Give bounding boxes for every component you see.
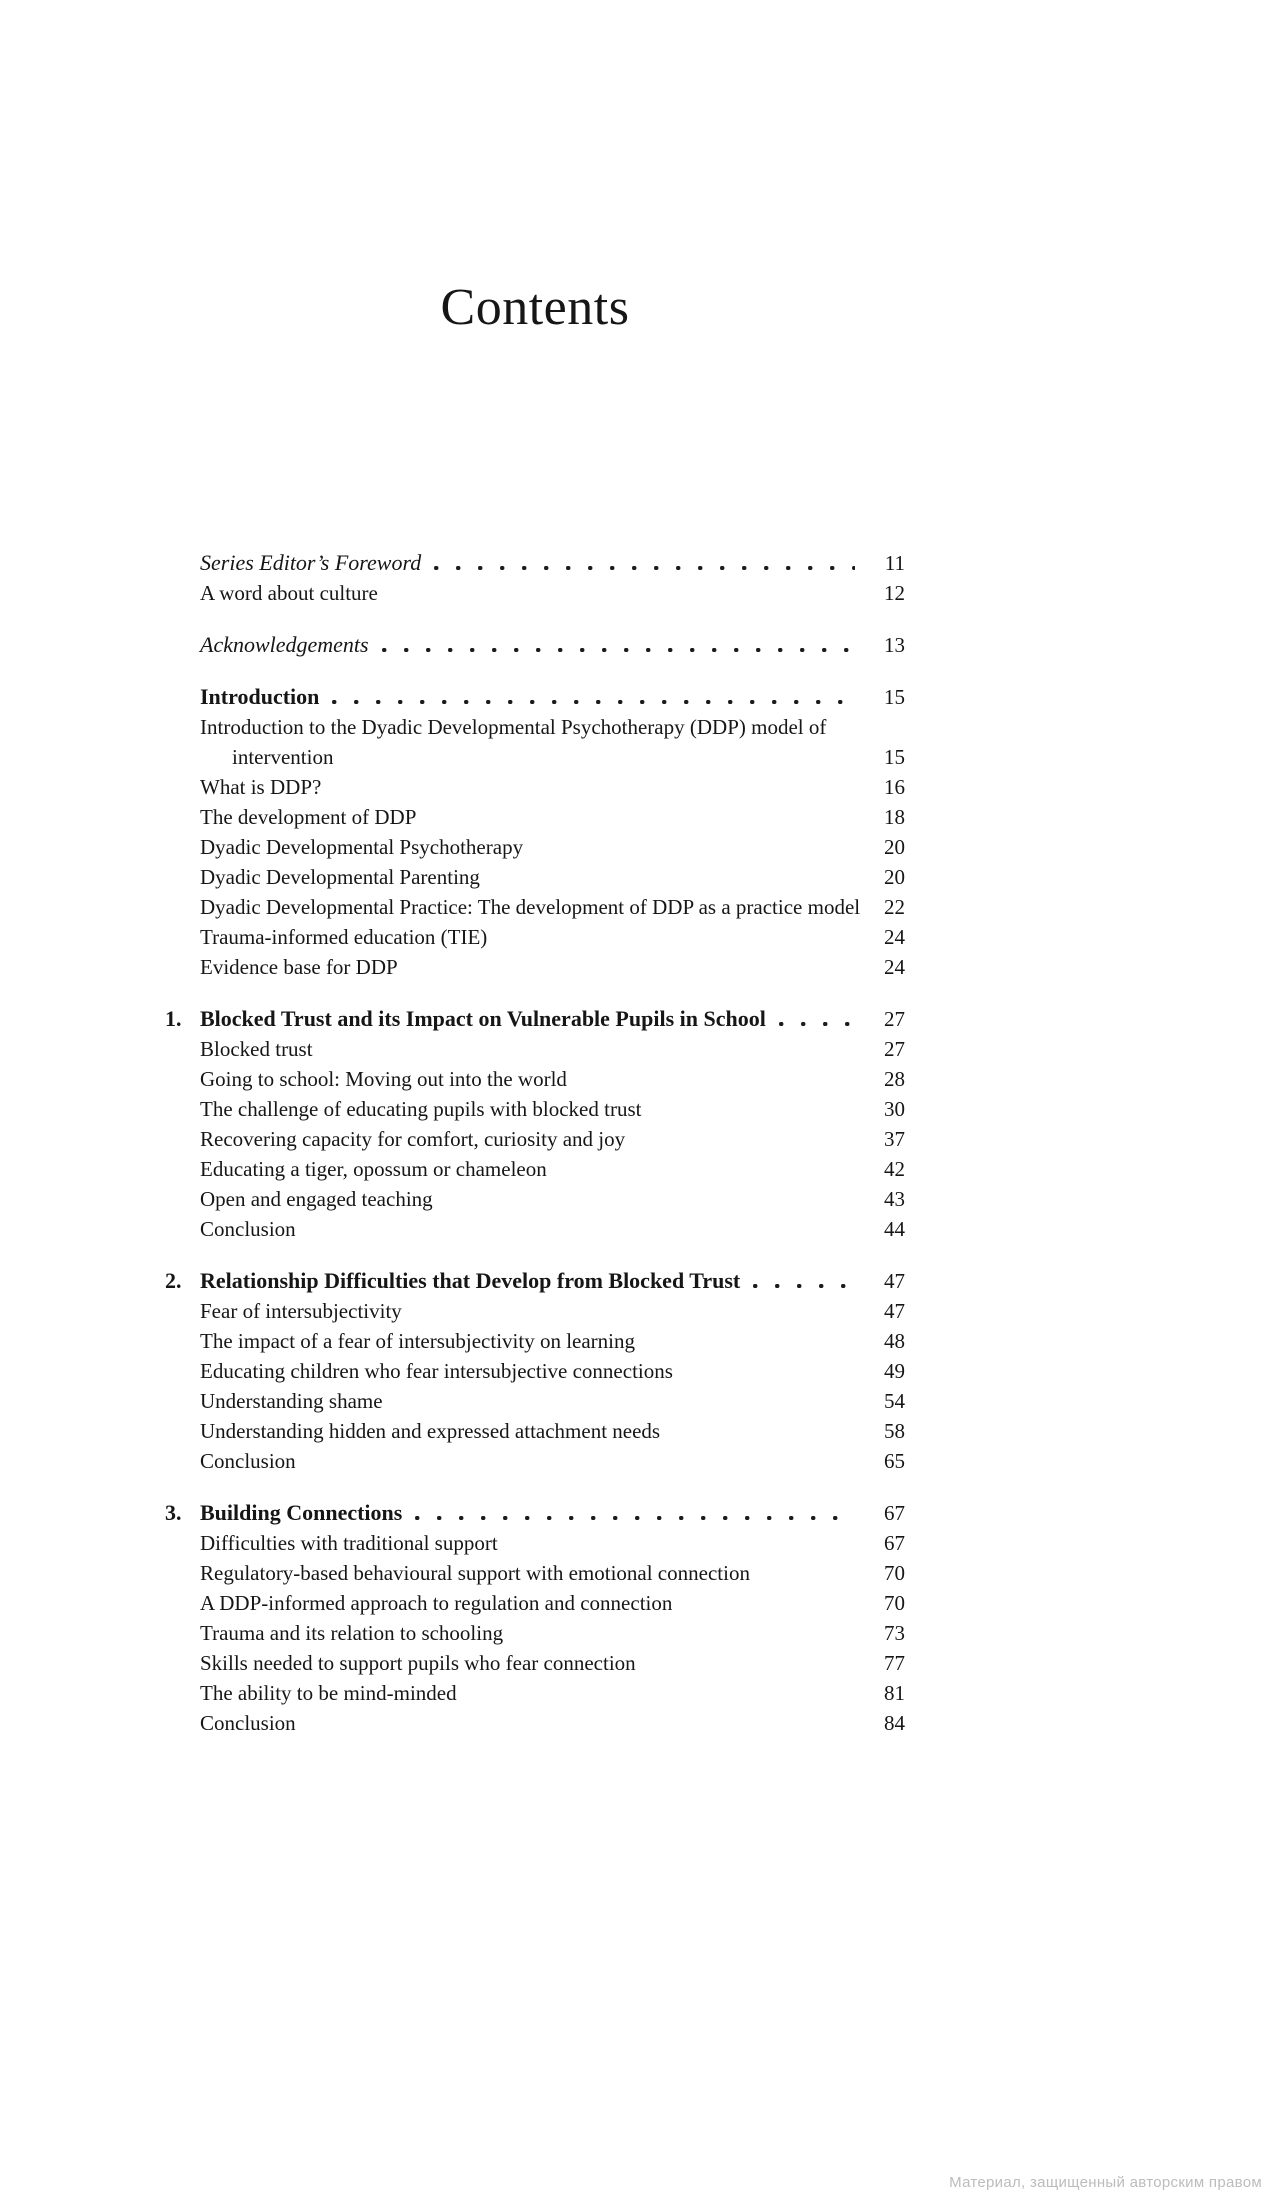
page-number: 15 xyxy=(884,685,905,709)
toc-entry-title: A DDP-informed approach to regulation and connection xyxy=(200,1591,673,1615)
toc-row xyxy=(165,1446,905,1476)
toc-entry-title: The ability to be mind-minded xyxy=(200,1681,457,1705)
toc-row xyxy=(165,1034,905,1064)
page-number: 49 xyxy=(884,1359,905,1383)
toc-row xyxy=(165,1094,905,1124)
chapter-number: 2. xyxy=(165,1268,182,1293)
toc-row xyxy=(165,578,905,608)
page-number: 27 xyxy=(884,1007,905,1031)
page-number: 47 xyxy=(884,1269,905,1293)
dot-leader xyxy=(434,566,855,570)
page-number: 20 xyxy=(884,835,905,859)
toc-row xyxy=(165,772,905,802)
toc-entry-title: Conclusion xyxy=(200,1711,296,1735)
toc-row xyxy=(165,1708,905,1738)
toc-row xyxy=(165,802,905,832)
page-number: 81 xyxy=(884,1681,905,1705)
page-number: 24 xyxy=(884,925,905,949)
toc-entry-title: Skills needed to support pupils who fear connection xyxy=(200,1651,636,1675)
toc-row xyxy=(165,952,905,982)
toc-row xyxy=(165,1356,905,1386)
page-number: 67 xyxy=(884,1501,905,1525)
toc-entry-title: Recovering capacity for comfort, curiosity and joy xyxy=(200,1127,626,1151)
toc-entry-title: Fear of intersubjectivity xyxy=(200,1299,402,1323)
page-number: 58 xyxy=(884,1419,905,1443)
toc-entry-title: Difficulties with traditional support xyxy=(200,1531,498,1555)
toc-row xyxy=(165,1558,905,1588)
toc-row xyxy=(165,1618,905,1648)
toc-row xyxy=(165,862,905,892)
page-number: 27 xyxy=(884,1037,905,1061)
toc-entry-title: A word about culture xyxy=(200,581,378,605)
toc-row xyxy=(165,1064,905,1094)
dot-leader xyxy=(382,648,855,652)
toc-entry-title: Educating a tiger, opossum or chameleon xyxy=(200,1157,547,1181)
page-number: 54 xyxy=(884,1389,905,1413)
toc-row xyxy=(165,1588,905,1618)
dot-leader xyxy=(332,700,855,704)
table-of-contents xyxy=(165,548,905,1738)
toc-entry-title: Introduction to the Dyadic Developmental Psychotherapy (DDP) model of xyxy=(200,715,827,739)
toc-chapter-row xyxy=(165,1266,905,1296)
toc-chapter-row xyxy=(165,1004,905,1034)
toc-entry-title: Educating children who fear intersubjective connections xyxy=(200,1359,673,1383)
toc-entry-title: What is DDP? xyxy=(200,775,322,799)
toc-entry-title: Conclusion xyxy=(200,1449,296,1473)
page-number: 20 xyxy=(884,865,905,889)
toc-entry-title: Trauma-informed education (TIE) xyxy=(200,925,488,949)
page-number: 67 xyxy=(884,1531,905,1555)
page-number: 77 xyxy=(884,1651,905,1675)
toc-entry-title: Introduction xyxy=(200,684,320,709)
toc-entry-title: Trauma and its relation to schooling xyxy=(200,1621,504,1645)
toc-entry-title: Relationship Difficulties that Develop from Blocked Trust xyxy=(200,1268,741,1293)
copyright-watermark: Материал, защищенный авторским правом xyxy=(949,2174,1262,2191)
toc-row xyxy=(165,1214,905,1244)
page-number: 24 xyxy=(884,955,905,979)
page-number: 73 xyxy=(884,1621,905,1645)
toc-row xyxy=(165,1154,905,1184)
dot-leader xyxy=(415,1516,855,1520)
page-number: 11 xyxy=(884,551,905,575)
toc-entry-title: Blocked trust xyxy=(200,1037,313,1061)
page-number: 15 xyxy=(884,745,905,769)
toc-row xyxy=(165,1184,905,1214)
toc-entry-title: Blocked Trust and its Impact on Vulnerable Pupils in School xyxy=(200,1006,766,1031)
toc-row xyxy=(165,1528,905,1558)
page-number: 16 xyxy=(884,775,905,799)
toc-row xyxy=(165,922,905,952)
page-number: 70 xyxy=(884,1591,905,1615)
toc-chapter-row xyxy=(165,1498,905,1528)
toc-entry-title: Dyadic Developmental Practice: The development of DDP as a practice model xyxy=(200,895,861,919)
toc-entry-title: Series Editor’s Foreword xyxy=(200,550,422,575)
page-number: 70 xyxy=(884,1561,905,1585)
page-number: 30 xyxy=(884,1097,905,1121)
toc-row xyxy=(165,832,905,862)
chapter-number: 1. xyxy=(165,1006,182,1031)
page-number: 28 xyxy=(884,1067,905,1091)
page-number: 65 xyxy=(884,1449,905,1473)
page-number: 42 xyxy=(884,1157,905,1181)
page-number: 48 xyxy=(884,1329,905,1353)
toc-entry-title: Evidence base for DDP xyxy=(200,955,398,979)
chapter-number: 3. xyxy=(165,1500,182,1525)
toc-row xyxy=(165,1386,905,1416)
toc-entry-title: Building Connections xyxy=(200,1500,403,1525)
toc-row xyxy=(165,1648,905,1678)
toc-entry-title: The challenge of educating pupils with blocked trust xyxy=(200,1097,642,1121)
toc-row xyxy=(165,892,905,922)
page-number: 22 xyxy=(884,895,905,919)
toc-entry-title: Understanding hidden and expressed attachment needs xyxy=(200,1419,661,1443)
toc-row xyxy=(165,1326,905,1356)
page-number: 12 xyxy=(884,581,905,605)
dot-leader xyxy=(753,1284,855,1288)
page-number: 43 xyxy=(884,1187,905,1211)
toc-row xyxy=(165,712,905,742)
toc-entry-title: The impact of a fear of intersubjectivity on learning xyxy=(200,1329,636,1353)
toc-row xyxy=(165,1678,905,1708)
toc-row xyxy=(165,742,905,772)
toc-row xyxy=(165,1296,905,1326)
toc-entry-title: Acknowledgements xyxy=(200,632,369,657)
toc-entry-title: Dyadic Developmental Parenting xyxy=(200,865,480,889)
toc-entry-title: Open and engaged teaching xyxy=(200,1187,433,1211)
toc-entry-title: intervention xyxy=(232,745,334,769)
page-number: 18 xyxy=(884,805,905,829)
toc-entry-title: Conclusion xyxy=(200,1217,296,1241)
toc-entry-title: Going to school: Moving out into the world xyxy=(200,1067,567,1091)
page-number: 37 xyxy=(884,1127,905,1151)
toc-entry-title: Regulatory-based behavioural support with emotional connection xyxy=(200,1561,750,1585)
page-number: 84 xyxy=(884,1711,905,1735)
toc-row xyxy=(165,1416,905,1446)
toc-row xyxy=(165,548,905,578)
toc-row xyxy=(165,1124,905,1154)
toc-entry-title: Understanding shame xyxy=(200,1389,383,1413)
toc-entry-title: Dyadic Developmental Psychotherapy xyxy=(200,835,524,859)
toc-row xyxy=(165,682,905,712)
dot-leader xyxy=(779,1022,855,1026)
page-number: 47 xyxy=(884,1299,905,1323)
toc-entry-title: The development of DDP xyxy=(200,805,417,829)
page-number: 44 xyxy=(884,1217,905,1241)
page-number: 13 xyxy=(884,633,905,657)
toc-row xyxy=(165,630,905,660)
page-title: Contents xyxy=(440,279,630,336)
